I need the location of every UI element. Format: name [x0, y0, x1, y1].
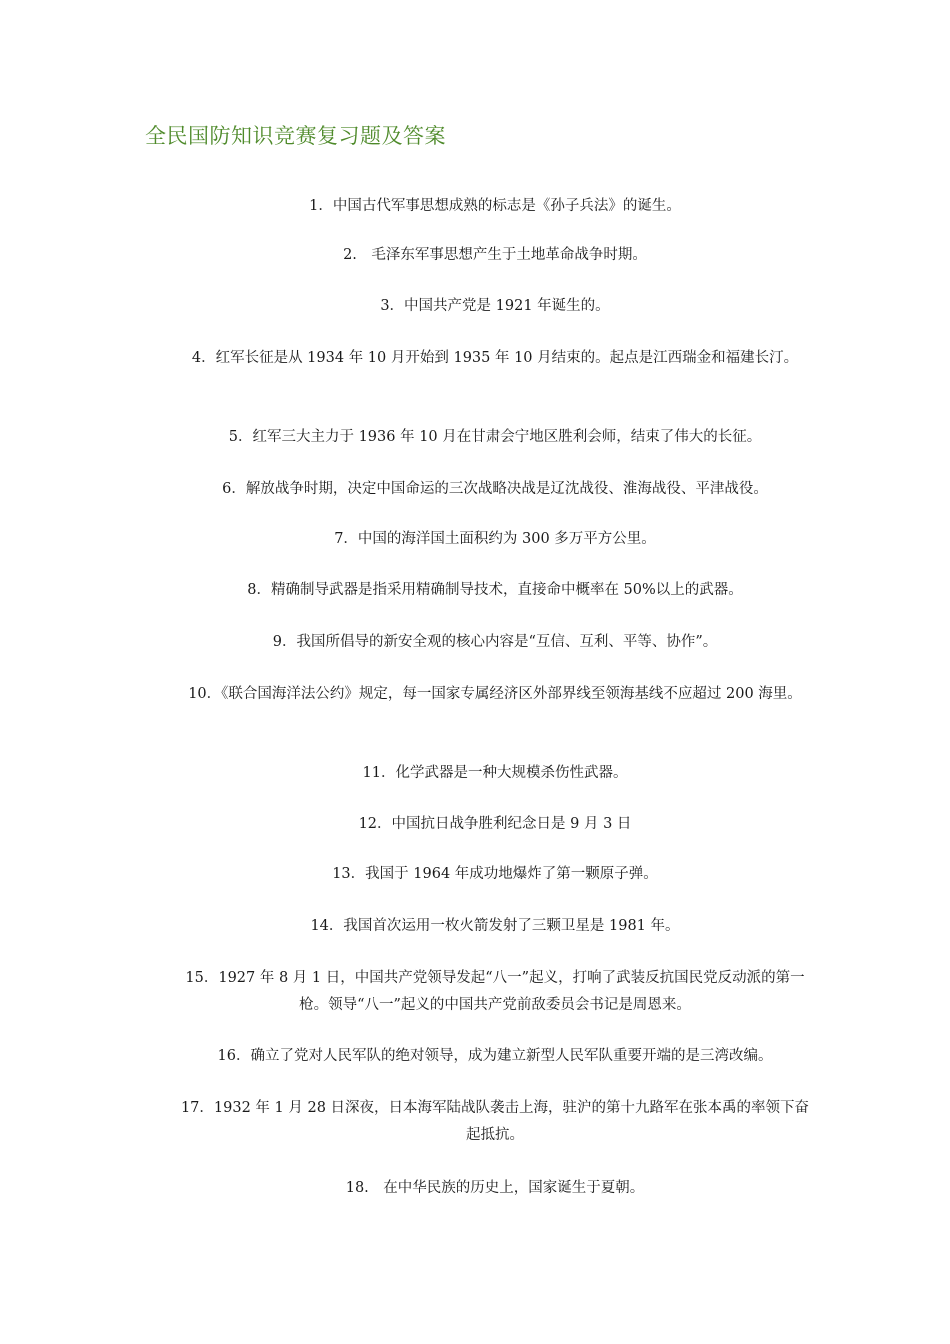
question-item-14: 14．我国首次运用一枚火箭发射了三颗卫星是 1981 年。	[310, 918, 680, 934]
question-item-3: 3．中国共产党是 1921 年诞生的。	[380, 298, 610, 314]
question-item-12: 12．中国抗日战争胜利纪念日是 9 月 3 日	[358, 816, 632, 832]
question-item-6: 6．解放战争时期，决定中国命运的三次战略决战是辽沈战役、淮海战役、平津战役。	[222, 481, 768, 497]
question-item-13: 13．我国于 1964 年成功地爆炸了第一颗原子弹。	[332, 866, 658, 882]
question-item-18: 18. 在中华民族的历史上，国家诞生于夏朝。	[345, 1180, 645, 1196]
question-item-15: 15．1927 年 8 月 1 日，中国共产党领导发起“八一”起义，打响了武装反抗国民党反动派的第一枪。领导“八一”起义的中国共产党前敌委员会书记是周恩来。	[185, 970, 805, 1013]
question-item-4: 4．红军长征是从 1934 年 10 月开始到 1935 年 10 月结束的。起点是江西瑞金和福建长汀。	[191, 350, 799, 366]
question-item-11: 11．化学武器是一种大规模杀伤性武器。	[362, 765, 628, 781]
question-item-17: 17．1932 年 1 月 28 日深夜，日本海军陆战队袭击上海，驻沪的第十九路军在张本禹的率领下奋起抵抗。	[180, 1100, 810, 1143]
question-item-16: 16．确立了党对人民军队的绝对领导，成为建立新型人民军队重要开端的是三湾改编。	[217, 1048, 773, 1064]
question-item-7: 7．中国的海洋国土面积约为 300 多万平方公里。	[334, 531, 656, 547]
question-item-5: 5．红军三大主力于 1936 年 10 月在甘肃会宁地区胜利会师，结束了伟大的长征。	[228, 429, 762, 445]
document-title: 全民国防知识竞赛复习题及答案	[145, 124, 446, 148]
question-item-9: 9．我国所倡导的新安全观的核心内容是“互信、互利、平等、协作”。	[272, 634, 718, 650]
question-item-2: 2. 毛泽东军事思想产生于土地革命战争时期。	[343, 247, 647, 263]
question-item-8: 8．精确制导武器是指采用精确制导技术，直接命中概率在 50%以上的武器。	[247, 582, 743, 598]
question-item-1: 1．中国古代军事思想成熟的标志是《孙子兵法》的诞生。	[309, 198, 681, 214]
question-item-10: 10．《联合国海洋法公约》规定，每一国家专属经济区外部界线至领海基线不应超过 200 海里。	[188, 686, 802, 702]
